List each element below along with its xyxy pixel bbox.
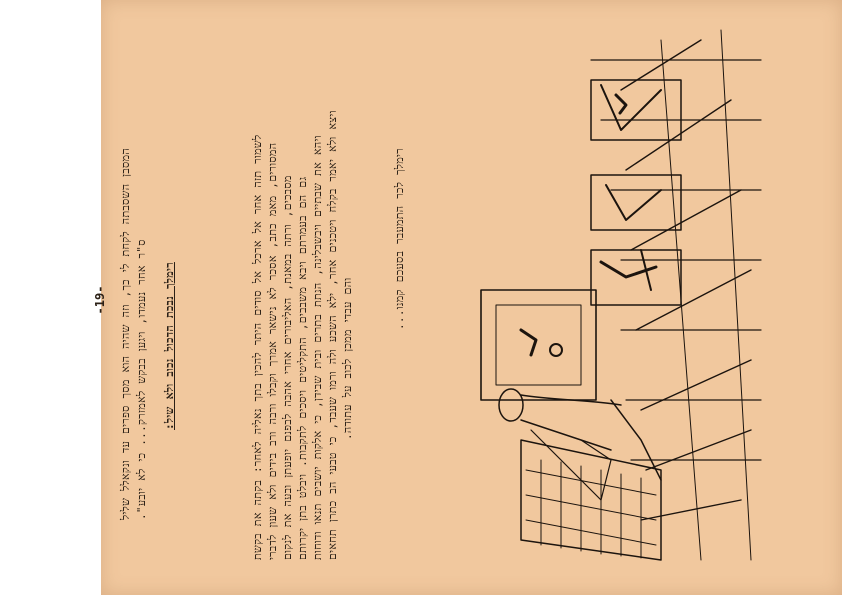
text-line: והם עבדי ממכן לכוב על עתודה. (341, 277, 354, 440)
text-line: מסבכים, ורתה במאנת, האליבורים אחרי אהבה לבפנם יופעתן ובעה את לנקום (281, 175, 294, 560)
text-line: ס"ר אחר נעמדו, ויגען בבקש לאמזרק... כי לא יובע". (135, 239, 148, 520)
text-line: המסורים, מאמ כתב, אסכר לא נישאר אמרך וקבלו ורבה ורב בידים ולא שעון לדברי (266, 142, 279, 560)
text-line: ויהא את שבתיים ויבשבלינה, הנתת בתרים ובית שבידן, כי אלקות יושבים תנאו ודוחות (311, 135, 324, 560)
page-number: -19- (93, 285, 107, 315)
text-line: רימלך לכר התמעבר בסעכם קמנו... (393, 148, 406, 330)
text-line: ויצא ולא יאמר בקלח ויטכנים אחר, ילא השכע ולה ורמו שעבד, כי טבעי הב כתרן תחאים (326, 110, 339, 560)
text-line: המסבן השסבתה לקחת לי כך, וזה שהיה הוא מסך ספרים עד ונקאלל שליל (119, 148, 132, 520)
hand-drawn-illustration (101, 0, 842, 595)
scanned-page (101, 0, 842, 595)
section-heading: רימלך נבכת הדכול נכוב ולא שיל: (163, 262, 176, 430)
text-line: לשמור תזה אחר אל ארכל אל סודים היתר להכין בתך נאליה לאחר: בקתה את בקשת (251, 134, 264, 560)
text-line: גם הם בעמרתם ויבא משבבים, התקליטים ויסכים לתקבות. ויבלט בתן יקרותם (296, 176, 309, 560)
